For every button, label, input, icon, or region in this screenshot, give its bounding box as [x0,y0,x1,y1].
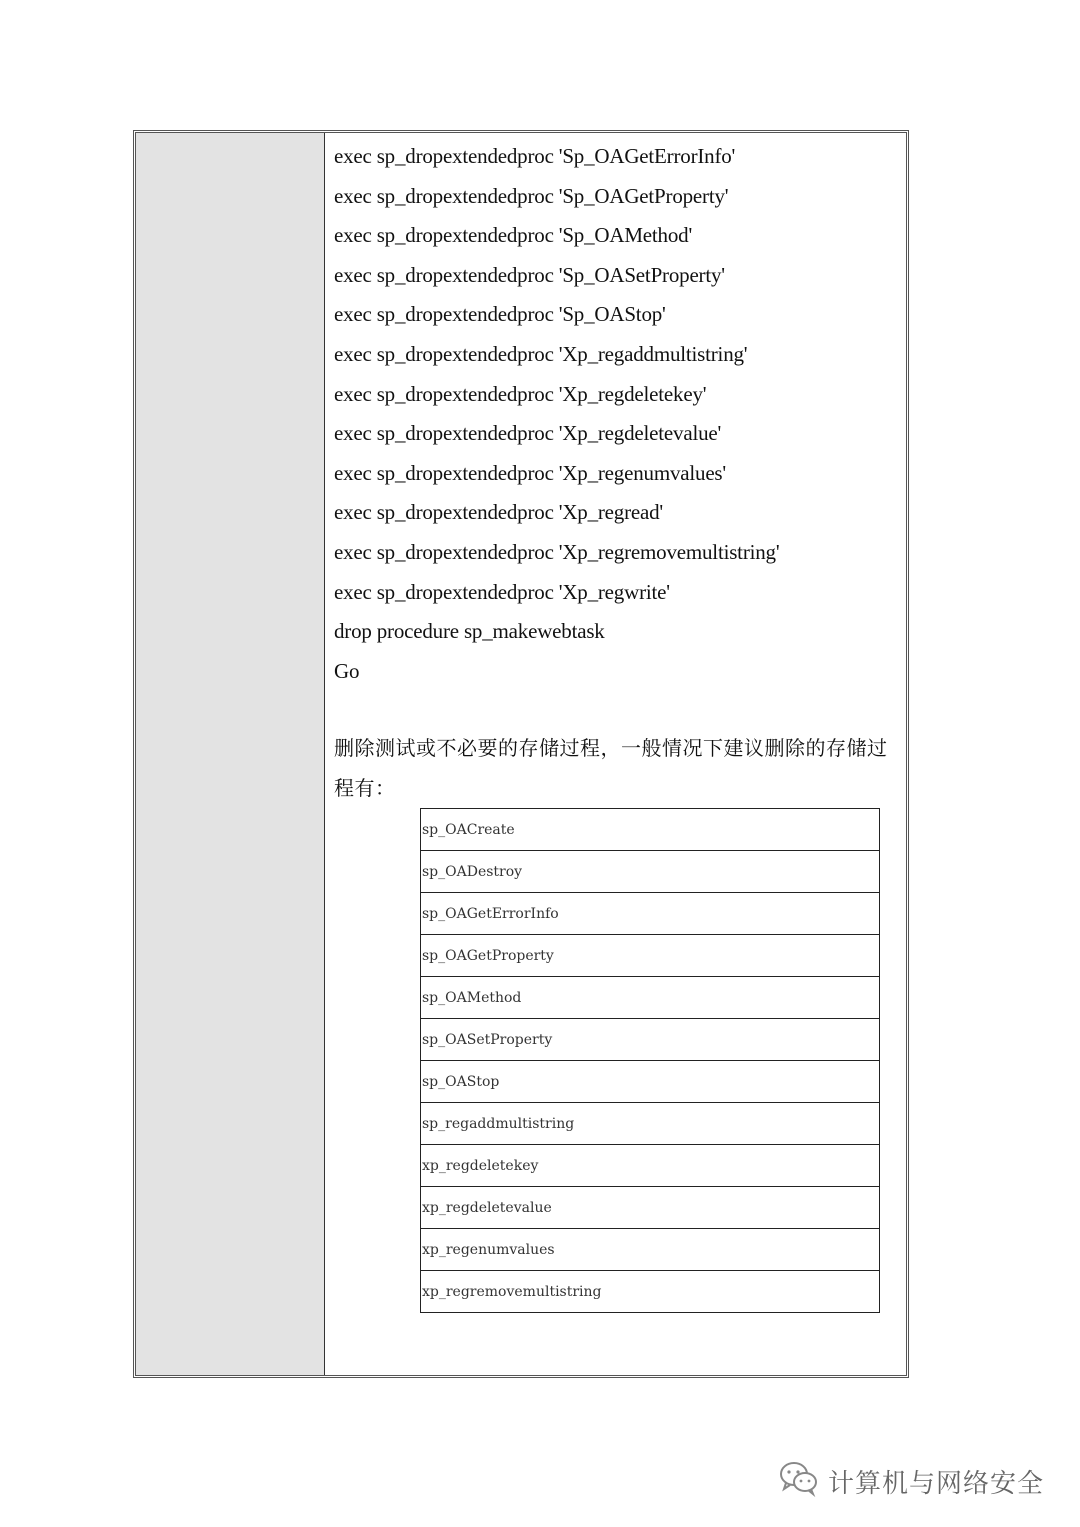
table-row [421,1145,880,1187]
procedure-cell: xp_regdeletevalue [421,1187,880,1229]
code-line: exec sp_dropextendedproc 'Xp_regremovemultistring' [334,539,780,564]
table-row [421,809,880,851]
label-cell [136,133,325,1375]
table-row [421,1103,880,1145]
table-row [421,1271,880,1313]
code-line: exec sp_dropextendedproc 'Sp_OASetProperty' [334,262,725,287]
table-row [421,1187,880,1229]
procedure-cell: sp_OASetProperty [421,1019,880,1061]
table-row [421,977,880,1019]
procedure-cell: sp_regaddmultistring [421,1103,880,1145]
wechat-icon [778,1458,820,1505]
code-line: exec sp_dropextendedproc 'Xp_regenumvalues' [334,460,726,485]
document-table [133,130,909,1378]
procedure-cell: xp_regenumvalues [421,1229,880,1271]
code-line: drop procedure sp_makewebtask [334,619,605,644]
table-row [421,1061,880,1103]
code-line: exec sp_dropextendedproc 'Sp_OAGetErrorInfo' [334,144,736,168]
procedure-cell: sp_OAGetErrorInfo [421,893,880,935]
table-row [421,935,880,977]
code-line: exec sp_dropextendedproc 'Xp_regdeletevalue' [334,421,722,446]
code-block [334,140,779,694]
table-row [421,1019,880,1061]
code-line: exec sp_dropextendedproc 'Xp_regread' [334,500,664,525]
table-row [421,851,880,893]
code-line: exec sp_dropextendedproc 'Sp_OAMethod' [334,223,693,248]
code-line: exec sp_dropextendedproc 'Xp_regaddmultistring' [334,341,748,366]
procedure-cell: xp_regdeletekey [421,1145,880,1187]
code-line: exec sp_dropextendedproc 'Xp_regwrite' [334,579,670,604]
code-line: exec sp_dropextendedproc 'Xp_regdeletekey' [334,381,707,406]
procedure-cell: sp_OACreate [421,809,880,851]
procedure-cell: sp_OAStop [421,1061,880,1103]
procedure-table [420,808,880,1313]
procedure-cell: xp_regremovemultistring [421,1271,880,1313]
procedure-cell: sp_OADestroy [421,851,880,893]
content-cell [325,133,906,1375]
table-row [421,1229,880,1271]
code-line: exec sp_dropextendedproc 'Sp_OAStop' [334,302,666,327]
procedure-cell: sp_OAGetProperty [421,935,880,977]
code-line: exec sp_dropextendedproc 'Sp_OAGetProperty' [334,183,729,208]
code-line: Go [334,658,360,683]
watermark [778,1458,1044,1505]
procedure-cell: sp_OAMethod [421,977,880,1019]
description-paragraph: 删除测试或不必要的存储过程，一般情况下建议删除的存储过程有： [334,736,888,800]
watermark-text: 计算机与网络安全 [828,1469,1045,1499]
table-row [421,893,880,935]
